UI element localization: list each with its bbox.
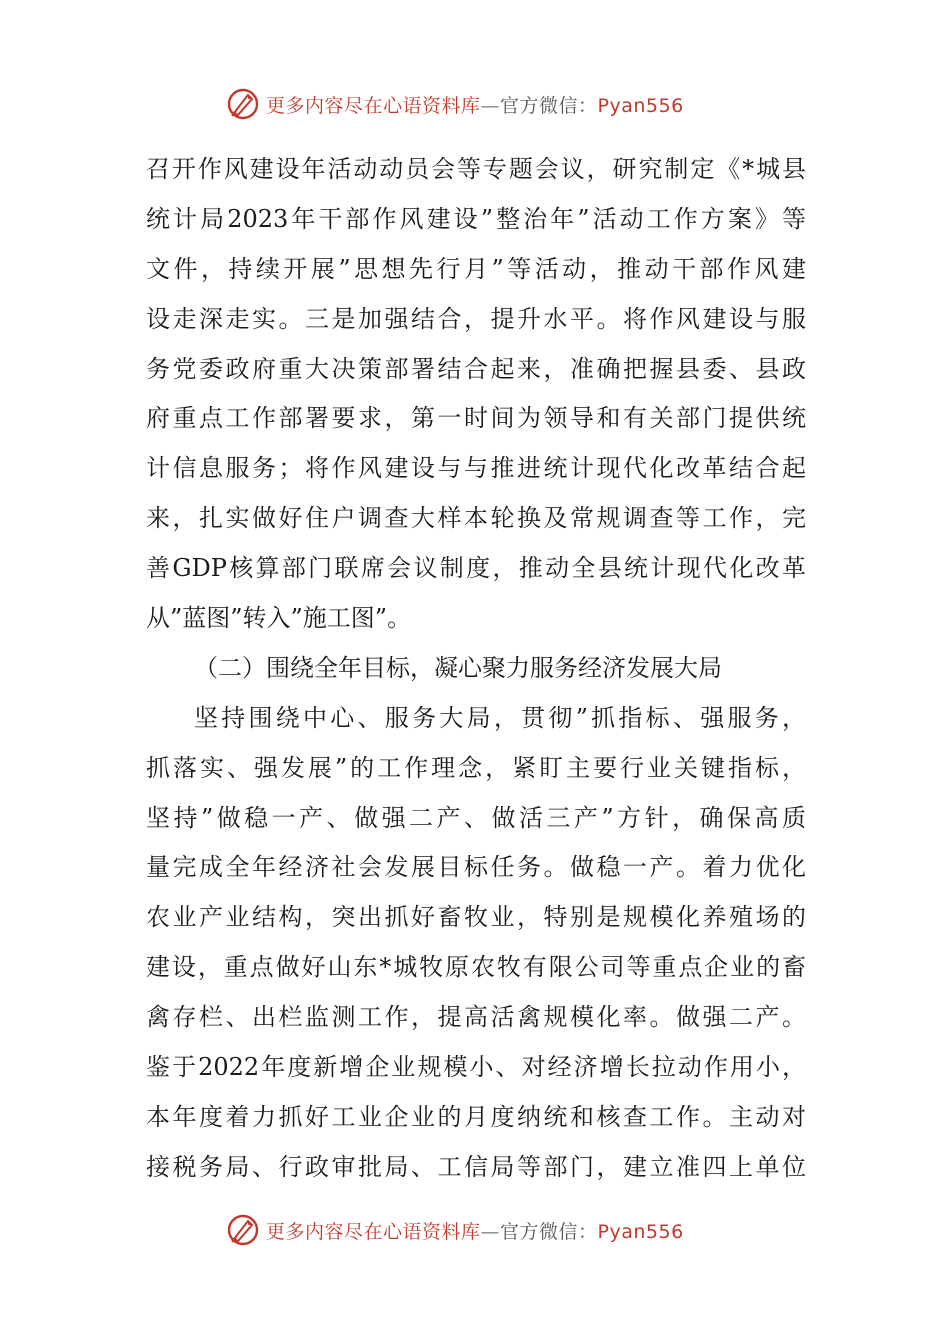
body-line: 坚持围绕中心、服务大局，贯彻”抓指标、强服务， xyxy=(194,703,806,732)
watermark-label: 官方微信： xyxy=(500,1220,598,1243)
watermark-separator: — xyxy=(480,94,501,117)
body-line: 农业产业结构，突出抓好畜牧业，特别是规模化养殖场的 xyxy=(146,903,806,932)
body-line: 府重点工作部署要求，第一时间为领导和有关部门提供统 xyxy=(146,404,806,433)
footer-watermark xyxy=(226,1210,746,1250)
section-heading: （二）围绕全年目标，凝心聚力服务经济发展大局 xyxy=(194,653,722,682)
watermark-text xyxy=(266,91,684,118)
body-line: 禽存栏、出栏监测工作，提高活禽规模化率。做强二产。 xyxy=(146,1003,806,1032)
pen-nib-circle-icon xyxy=(226,1213,260,1247)
body-line: 善GDP核算部门联席会议制度，推动全县统计现代化改革 xyxy=(146,554,806,583)
watermark-wechat-id: Pyan556 xyxy=(597,1220,684,1243)
watermark-separator: — xyxy=(480,1220,501,1243)
watermark-text xyxy=(266,1217,684,1244)
body-line: 量完成全年经济社会发展目标任务。做稳一产。着力优化 xyxy=(146,853,806,882)
body-line: 计信息服务；将作风建设与与推进统计现代化改革结合起 xyxy=(146,454,806,483)
body-line: 接税务局、行政审批局、工信局等部门，建立准四上单位 xyxy=(146,1152,806,1181)
pen-nib-circle-icon xyxy=(226,87,260,121)
body-line: 来，扎实做好住户调查大样本轮换及常规调查等工作，完 xyxy=(146,504,806,533)
body-line: 召开作风建设年活动动员会等专题会议，研究制定《*城县 xyxy=(146,155,806,183)
body-line: 建设，重点做好山东*城牧原农牧有限公司等重点企业的畜 xyxy=(146,953,806,982)
body-line: 本年度着力抓好工业企业的月度纳统和核查工作。主动对 xyxy=(146,1102,806,1131)
header-watermark xyxy=(226,84,746,124)
body-line: 从”蓝图”转入”施工图”。 xyxy=(146,604,412,633)
body-line: 设走深走实。三是加强结合，提升水平。将作风建设与服 xyxy=(146,304,806,333)
watermark-brand: 更多内容尽在心语资料库 xyxy=(266,1220,481,1243)
body-line: 抓落实、强发展”的工作理念，紧盯主要行业关键指标， xyxy=(146,753,806,782)
body-line: 鉴于2022年度新增企业规模小、对经济增长拉动作用小， xyxy=(146,1053,806,1082)
body-line: 文件，持续开展”思想先行月”等活动，推动干部作风建 xyxy=(146,254,806,283)
body-line: 统计局2023年干部作风建设”整治年”活动工作方案》等 xyxy=(146,204,806,233)
body-line: 务党委政府重大决策部署结合起来，准确把握县委、县政 xyxy=(146,354,806,383)
watermark-wechat-id: Pyan556 xyxy=(597,94,684,117)
body-line: 坚持”做稳一产、做强二产、做活三产”方针，确保高质 xyxy=(146,803,806,832)
watermark-label: 官方微信： xyxy=(500,94,598,117)
watermark-brand: 更多内容尽在心语资料库 xyxy=(266,94,481,117)
document-body xyxy=(146,145,806,1193)
